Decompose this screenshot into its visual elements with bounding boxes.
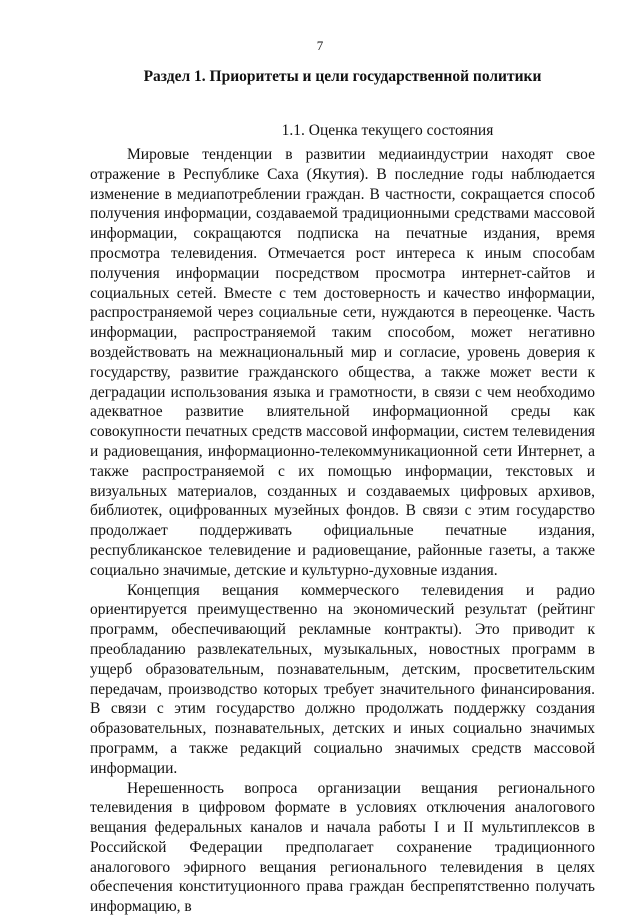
section-title: Раздел 1. Приоритеты и цели государственной политики: [90, 68, 595, 86]
paragraph-regional-television: Нерешенность вопроса организации вещания регионального телевидения в цифровом формате в условиях отключения аналогового вещания федеральных каналов и начала работы I и II мультиплексов в Российской Федерации предполагает сохранение традиционного аналогового эфирного вещания регионального телевидения в целях обеспечения конституционного права граждан беспрепятственно получать информацию, в: [90, 779, 595, 917]
paragraph-media-trends: Мировые тенденции в развитии медиаиндустрии находят свое отражение в Республике Саха (Якутия). В последние годы наблюдается изменение в медиапотреблении граждан. В частности, сокращается способ получения информации, создаваемой традиционными средствами массовой информации, сокращаются подписка на печатные издания, время просмотра телевидения. Отмечается рост интереса к иным способам получения информации посредством просмотра интернет-сайтов и социальных сетей. Вместе с тем достоверность и качество информации, распространяемой через социальные сети, нуждаются в переоценке. Часть информации, распространяемой таким способом, может негативно воздействовать на межнациональный мир и согласие, уровень доверия к государству, развитие гражданского общества, а также может вести к деградации использования языка и грамотности, в связи с чем необходимо адекватное развитие влиятельной информационной среды как совокупности печатных средств массовой информации, систем телевидения и радиовещания, информационно-телекоммуникационной сети Интернет, а также распространяемой с их помощью информации, текстовых и визуальных материалов, созданных и создаваемых цифровых архивов, библиотек, оцифрованных музейных фондов. В связи с этим государство продолжает поддерживать официальные печатные издания, республиканское телевидение и радиовещание, районные газеты, а также социально значимые, детские и культурно-духовные издания.: [90, 145, 595, 581]
body-text: [90, 145, 595, 917]
subsection-title: 1.1. Оценка текущего состояния: [90, 122, 595, 140]
paragraph-commercial-broadcasting: Концепция вещания коммерческого телевидения и радио ориентируется преимущественно на экономический результат (рейтинг программ, обеспечивающий рекламные контракты). Это приводит к преобладанию развлекательных, музыкальных, новостных программ в ущерб образовательным, познавательным, детским, просветительским передачам, производство которых требует значительного финансирования. В связи с этим государство должно продолжать поддержку создания образовательных, познавательных, детских и иных социально значимых программ, а также редакций социально значимых средств массовой информации.: [90, 581, 595, 779]
page-number: 7: [0, 38, 640, 54]
